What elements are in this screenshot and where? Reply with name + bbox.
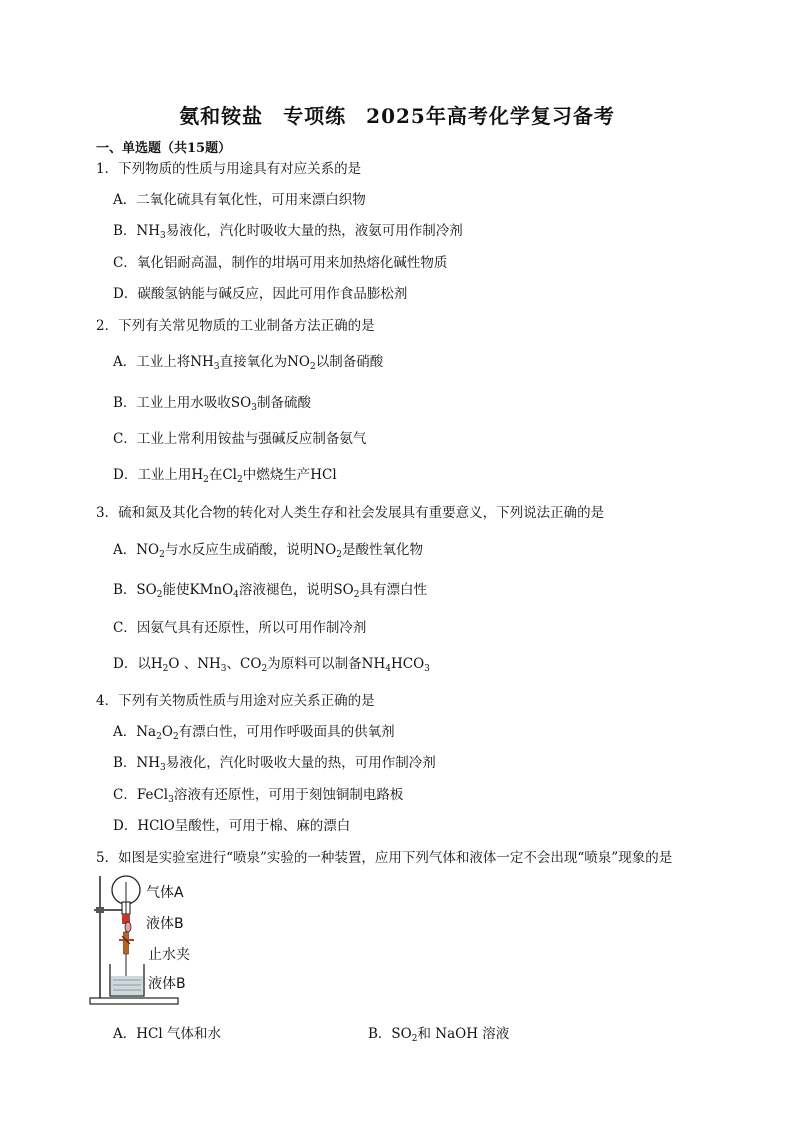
q1-stem: 1．下列物质的性质与用途具有对应关系的是	[96, 161, 362, 177]
section-heading: 一、单选题（共15题）	[96, 141, 232, 156]
q5-stem: 5．如图是实验室进行“喷泉”实验的一种装置，应用下列气体和液体一定不会出现“喷泉”现象的是	[96, 850, 673, 866]
title-purpose: 2025年高考化学复习备考	[366, 104, 615, 128]
label-liquid-b-bottom: 液体B	[148, 976, 186, 992]
q2-stem: 2．下列有关常见物质的工业制备方法正确的是	[96, 318, 375, 334]
q5-option-a: A．HCl 气体和水	[113, 1026, 221, 1042]
label-clamp: 止水夹	[148, 947, 190, 963]
label-gas-a: 气体A	[146, 885, 184, 901]
q3-option-a: A．$NO_2$与水反应生成硝酸，说明$NO_2$是酸性氧化物	[113, 542, 423, 560]
q2-option-a: A．工业上将$NH_3$直接氧化为$NO_2$以制备硝酸	[113, 354, 384, 372]
q4-stem: 4．下列有关物质性质与用途对应关系正确的是	[96, 693, 375, 709]
q4-option-c: C．FeCl$_3$溶液有还原性，可用于刻蚀铜制电路板	[113, 787, 404, 805]
q3-stem: 3．硫和氮及其化合物的转化对人类生存和社会发展具有重要意义，下列说法正确的是	[96, 505, 605, 521]
fountain-apparatus-diagram	[88, 872, 208, 1012]
q4-option-b: B．$NH_3$易液化，汽化时吸收大量的热，可用作制冷剂	[113, 755, 436, 773]
beaker-liquid	[111, 976, 143, 995]
q1-option-b: B．$NH_3$易液化，汽化时吸收大量的热，液氨可用作制冷剂	[113, 223, 463, 241]
q4-option-a: A．$Na_2O_2$有漂白性，可用作呼吸面具的供氧剂	[113, 724, 395, 742]
q3-option-b: B．$SO_2$能使KMnO$_4$溶液褪色，说明$SO_2$具有漂白性	[113, 582, 427, 600]
q5-option-b: B．$SO_2$和 NaOH 溶液	[368, 1026, 510, 1044]
q4-option-d: D．HClO呈酸性，可用于棉、麻的漂白	[113, 818, 351, 834]
q2-option-b: B．工业上用水吸收$SO_3$制备硫酸	[113, 395, 311, 413]
q2-option-d: D．工业上用$H_2$在$Cl_2$中燃烧生产HCl	[113, 467, 337, 485]
q3-option-d: D．以$H_2O$ 、$NH_3$、$CO_2$为原料可以制备$NH_4HCO_3$	[113, 656, 430, 674]
q1-option-d: D．碳酸氢钠能与碱反应，因此可用作食品膨松剂	[113, 286, 408, 302]
q2-option-c: C．工业上常利用铵盐与强碱反应制备氨气	[113, 431, 367, 447]
page-title	[0, 100, 794, 129]
title-topic: 氨和铵盐	[179, 104, 264, 128]
rubber-tube	[124, 932, 129, 954]
q1-option-a: A．二氧化硫具有氧化性，可用来漂白织物	[113, 192, 366, 208]
dropper-bulb	[125, 922, 131, 932]
title-type: 专项练	[283, 104, 347, 128]
q3-option-c: C．因氨气具有还原性，所以可用作制冷剂	[113, 620, 367, 636]
stand-base	[90, 998, 178, 1004]
clamp-knob	[96, 907, 104, 913]
label-liquid-b-top: 液体B	[146, 916, 184, 932]
q1-option-c: C．氧化铝耐高温，制作的坩埚可用来加热熔化碱性物质	[113, 255, 448, 271]
